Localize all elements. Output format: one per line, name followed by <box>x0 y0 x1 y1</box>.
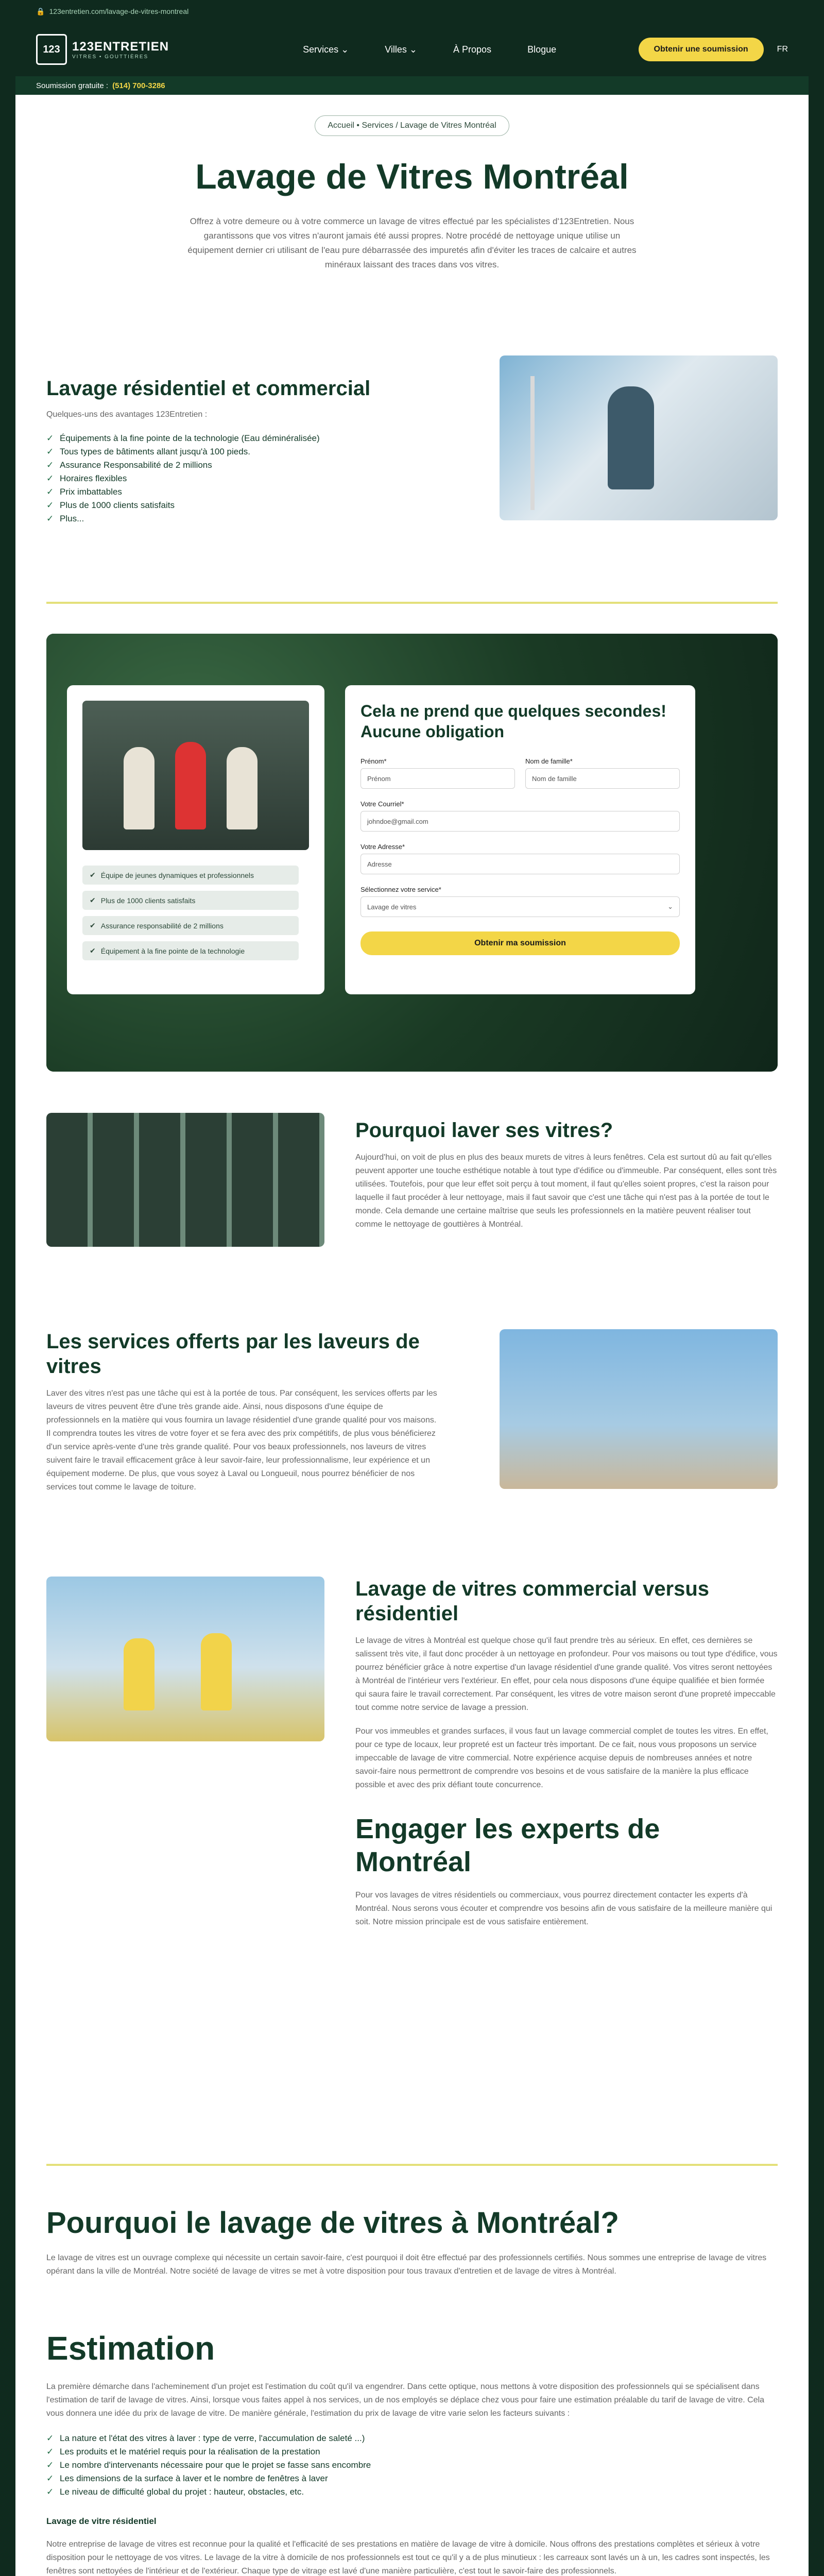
logo[interactable] <box>36 34 169 65</box>
commercial-p1: Le lavage de vitres à Montréal est quelque chose qu'il faut prendre très au sérieux. En effet, ces dernières se salissent très vite, il faut donc procéder à un nettoyage en profondeur. Pour vos maisons ou tout type d'édifice, vous pourrez bénéficier grâce à notre expertise d'un lavage résidentiel d'une grande qualité. Vos vitres seront nettoyées à Montréal de l'intérieur vers l'extérieur. En effet, pour cela nous disposons d'une équipe qualifiée et bien formée qui saura faire le travail correctement. Par conséquent, les vitres de votre maison seront d'une propreté impeccable tout comme notre service de lavage a pression. <box>355 1636 778 1712</box>
first-name-label: Prénom* <box>360 757 387 765</box>
logo-subtext: VITRES • GOUTTIÈRES <box>72 54 149 60</box>
form-title: Cela ne prend que quelques secondes! Aucune obligation <box>360 702 666 741</box>
language-switch[interactable]: FR <box>777 45 788 54</box>
nav-item-services[interactable] <box>303 44 349 55</box>
nav-item-blogue[interactable]: Blogue <box>527 44 557 55</box>
list-item: ✓ Horaires flexibles <box>46 472 458 485</box>
why-section <box>15 1103 809 1267</box>
perk-item <box>82 916 299 935</box>
why-text: Aujourd'hui, on voit de plus en plus des beaux murets de vitres à leurs fenêtres. Cela est surtout dû au fait qu'elles peuvent apporter une touche esthétique notable à tout type d'édifice ou d'immeuble. Par conséquent, elles sont très utilisées. Toutefois, pour que leur effet soit perçu à tout moment, il faut qu'elles soient propres, c'est la raison pour laquelle il faut procéder à leur nettoyage, mais il faut savoir que c'est une tâche qui n'est pas à la portée de tout le monde. Cela demande une certaine maîtrise que seuls les professionnels en la matière peuvent réaliser tout comme le nettoyage de gouttières à Montréal. <box>355 1153 777 1229</box>
divider <box>46 602 778 604</box>
phone-strip <box>15 76 809 95</box>
estimation-intro: La première démarche dans l'acheminement d'un projet est l'estimation du coût qu'il va engendrer. Dans cette optique, nous mettons à votre disposition des professionnels qui se spécialisent dans l'estimation de tarif de lavage de vitres. Ainsi, lorsque vous faites appel à nos services, un de nos employés se déplace chez vous pour faire une estimation préalable du tarif de lavage de vitre. Cela vous donnera une idée du prix de lavage de vitre. De manière générale, l'estimation du prix de lavage de vitre varie selon les facteurs suivants : <box>46 2382 765 2418</box>
worker-figure <box>608 386 654 489</box>
logo-mark-icon: 123 <box>36 34 67 65</box>
commercial-title: Lavage de vitres commercial versus résidentiel <box>355 1578 710 1625</box>
check-circle-icon: ✔ <box>90 896 96 904</box>
chevron-down-icon: ⌄ <box>341 44 349 55</box>
check-circle-icon: ✔ <box>90 921 96 929</box>
building-facade-photo <box>500 1329 778 1489</box>
washers-on-lift-photo <box>46 1577 324 1741</box>
why-montreal-section <box>15 2205 809 2308</box>
address-strip <box>15 0 809 23</box>
divider <box>46 2164 778 2166</box>
window-washer-photo <box>500 355 778 520</box>
nav-item-villes[interactable] <box>385 44 417 55</box>
hero-intro: Offrez à votre demeure ou à votre commerce un lavage de vitres effectué par les spécialistes d'123Entretien. Nous garantissons que vos vitres n'auront jamais été aussi propres. Notre procédé de nettoyage unique utilise un équipement dernier cri utilisant de l'eau pure débarrassée des impuretés afin d'éviter les traces de calcaire et autres minéraux laissant des traces dans vos vitres. <box>187 216 637 269</box>
last-name-label: Nom de famille* <box>525 757 573 765</box>
nav-label: Services <box>303 44 339 55</box>
residential-title: Lavage résidentiel et commercial <box>46 377 371 400</box>
team-photo <box>82 701 309 850</box>
services-text: Laver des vitres n'est pas une tâche qui est à la portée de tous. Par conséquent, les services offerts par les laveurs de vitres peuvent être d'une très grande aide. Ainsi, nous disposons d'une équipe de professionnels en la matière qui vous fournira un lavage résidentiel d'une grande qualité pour vos maisons. Il comprendra toutes les vitres de votre foyer et se fera avec des prix compétitifs, de plus vous bénéficierez d'un service après-vente d'une très grande qualité. Pour vos beaux professionnels, nos laveurs de vitres suivent faire le travail efficacement grâce à leur savoir-faire, leur professionnalisme, leur expérience et un équipement moderne. De plus, que vous soyez à Laval ou Longueuil, nous pourrez bénéficier de nos services tout comme le lavage de toiture. <box>46 1389 437 1492</box>
nav-menu <box>303 44 556 55</box>
quote-button[interactable]: Obtenir une soumission <box>639 38 764 61</box>
commercial-section <box>15 1566 809 2102</box>
submit-button[interactable]: Obtenir ma soumission <box>360 931 680 955</box>
email-input[interactable]: johndoe@gmail.com <box>360 811 680 832</box>
why-title: Pourquoi laver ses vitres? <box>355 1119 613 1142</box>
why-montreal-text: Le lavage de vitres est un ouvrage complexe qui nécessite un certain savoir-faire, c'est pourquoi il doit être effectué par des professionnels certifiés. Nous sommes une entreprise de lavage de vitres opérant dans la ville de Montréal. Notre société de lavage de vitres se met à votre disposition pour tous travaux d'entretien et de lavage de vitres à Montréal. <box>46 2253 767 2276</box>
phone-strip-label: Soumission gratuite : <box>36 81 109 90</box>
list-item: ✓ Plus... <box>46 512 458 526</box>
check-circle-icon: ✔ <box>90 946 96 955</box>
perk-label: Plus de 1000 clients satisfaits <box>100 896 196 905</box>
quote-form-section <box>46 634 778 1072</box>
page-title: Lavage de Vitres Montréal <box>195 157 629 196</box>
list-item: ✓ Prix imbattables <box>46 485 458 499</box>
email-label: Votre Courriel* <box>360 800 404 808</box>
list-item: ✓ Le niveau de difficulté global du projet : hauteur, obstacles, etc. <box>46 2485 778 2499</box>
list-item: ✓ Les dimensions de la surface à laver et le nombre de fenêtres à laver <box>46 2472 778 2485</box>
chevron-down-icon: ⌄ <box>409 44 418 55</box>
team-card <box>67 685 324 994</box>
first-name-input[interactable]: Prénom <box>360 768 515 789</box>
service-value: Lavage de vitres <box>367 903 417 911</box>
services-section <box>15 1319 809 1535</box>
list-item: ✓ Le nombre d'intervenants nécessaire pour que le projet se fasse sans encombre <box>46 2459 778 2472</box>
factors-list <box>46 2432 778 2499</box>
address-input[interactable]: Adresse <box>360 854 680 874</box>
perk-item <box>82 866 299 885</box>
residential-section <box>15 345 809 562</box>
nav-label: Villes <box>385 44 407 55</box>
address-label: Votre Adresse* <box>360 843 405 851</box>
url-text: 123entretien.com/lavage-de-vitres-montreal <box>49 7 189 15</box>
main-nav <box>15 23 809 76</box>
why-montreal-title: Pourquoi le lavage de vitres à Montréal? <box>46 2206 619 2240</box>
service-select[interactable] <box>360 896 680 917</box>
pole-figure <box>530 376 535 510</box>
commercial-p2: Pour vos immeubles et grandes surfaces, il vous faut un lavage commercial complet de toutes les vitres. En effet, pour ce type de locaux, leur propreté est un facteur très important. De ce fait, nous vous proposons un service impeccable de lavage de vitre commercial. Notre expérience acquise depuis de nombreuses années et notre savoir-faire nous permettront de comprendre vos besoins et de vous satisfaire de la manière la plus efficace possible et avec des prix défiant toute concurrence. <box>355 1727 768 1789</box>
estimation-section <box>15 2329 809 2576</box>
estimation-title: Estimation <box>46 2330 215 2367</box>
page <box>15 0 809 2576</box>
residential-lead: Quelques-uns des avantages 123Entretien : <box>46 410 208 419</box>
list-item: ✓ Équipements à la fine pointe de la technologie (Eau déminéralisée) <box>46 432 458 445</box>
services-title: Les services offerts par les laveurs de vitres <box>46 1330 420 1378</box>
last-name-input[interactable]: Nom de famille <box>525 768 680 789</box>
list-item: ✓ Tous types de bâtiments allant jusqu'à 100 pieds. <box>46 445 458 459</box>
residential-p1: Notre entreprise de lavage de vitres est reconnue pour la qualité et l'efficacité de ses prestations en matière de lavage de vitre à domicile. Nous offrons des prestations complètes et sérieux à votre disposition pour le nettoyage de vos vitres. Le lavage de la vitre à domicile de nos professionnels est tout ce qu'il y a de plus minutieux : les carreaux sont lavés un à un, les cadres sont inspectés, les fenêtres sont nettoyées de l'intérieur et de l'extérieur. Chaque type de vitrage est lavé d'une manière particulière, c'est tout le savoir-faire des professionnels. <box>46 2540 770 2575</box>
nav-item-apropos[interactable]: À Propos <box>453 44 492 55</box>
building-windows-photo <box>46 1113 324 1247</box>
perk-item <box>82 941 299 960</box>
phone-link[interactable]: (514) 700-3286 <box>112 81 165 90</box>
perk-label: Équipe de jeunes dynamiques et professionnels <box>100 871 254 879</box>
advantages-list <box>46 432 458 526</box>
perk-item <box>82 891 299 910</box>
residential-subtitle: Lavage de vitre résidentiel <box>46 2516 157 2526</box>
engage-text: Pour vos lavages de vitres résidentiels ou commerciaux, vous pourrez directement contacter les experts d'à Montréal. Nous serons vous écouter et comprendre vos besoins afin de vous satisfaire de la meilleure manière qui soit. Notre mission principale est de vous satisfaire entièrement. <box>355 1891 772 1926</box>
engage-title: Engager les experts de Montréal <box>355 1814 660 1877</box>
breadcrumb[interactable]: Accueil • Services / Lavage de Vitres Montréal <box>315 115 509 136</box>
perk-label: Assurance responsabilité de 2 millions <box>100 921 224 930</box>
logo-text: 123ENTRETIEN <box>72 39 169 54</box>
perk-label: Équipement à la fine pointe de la technologie <box>100 946 245 955</box>
quote-form <box>345 685 695 994</box>
chevron-down-icon: ⌄ <box>667 903 673 910</box>
check-circle-icon: ✔ <box>90 871 96 879</box>
list-item: ✓ Les produits et le matériel requis pour la réalisation de la prestation <box>46 2445 778 2459</box>
lock-icon: 🔒 <box>36 7 45 15</box>
list-item: ✓ La nature et l'état des vitres à laver : type de verre, l'accumulation de saleté ...) <box>46 2432 778 2445</box>
list-item: ✓ Assurance Responsabilité de 2 millions <box>46 459 458 472</box>
service-label: Sélectionnez votre service* <box>360 886 441 893</box>
list-item: ✓ Plus de 1000 clients satisfaits <box>46 499 458 512</box>
